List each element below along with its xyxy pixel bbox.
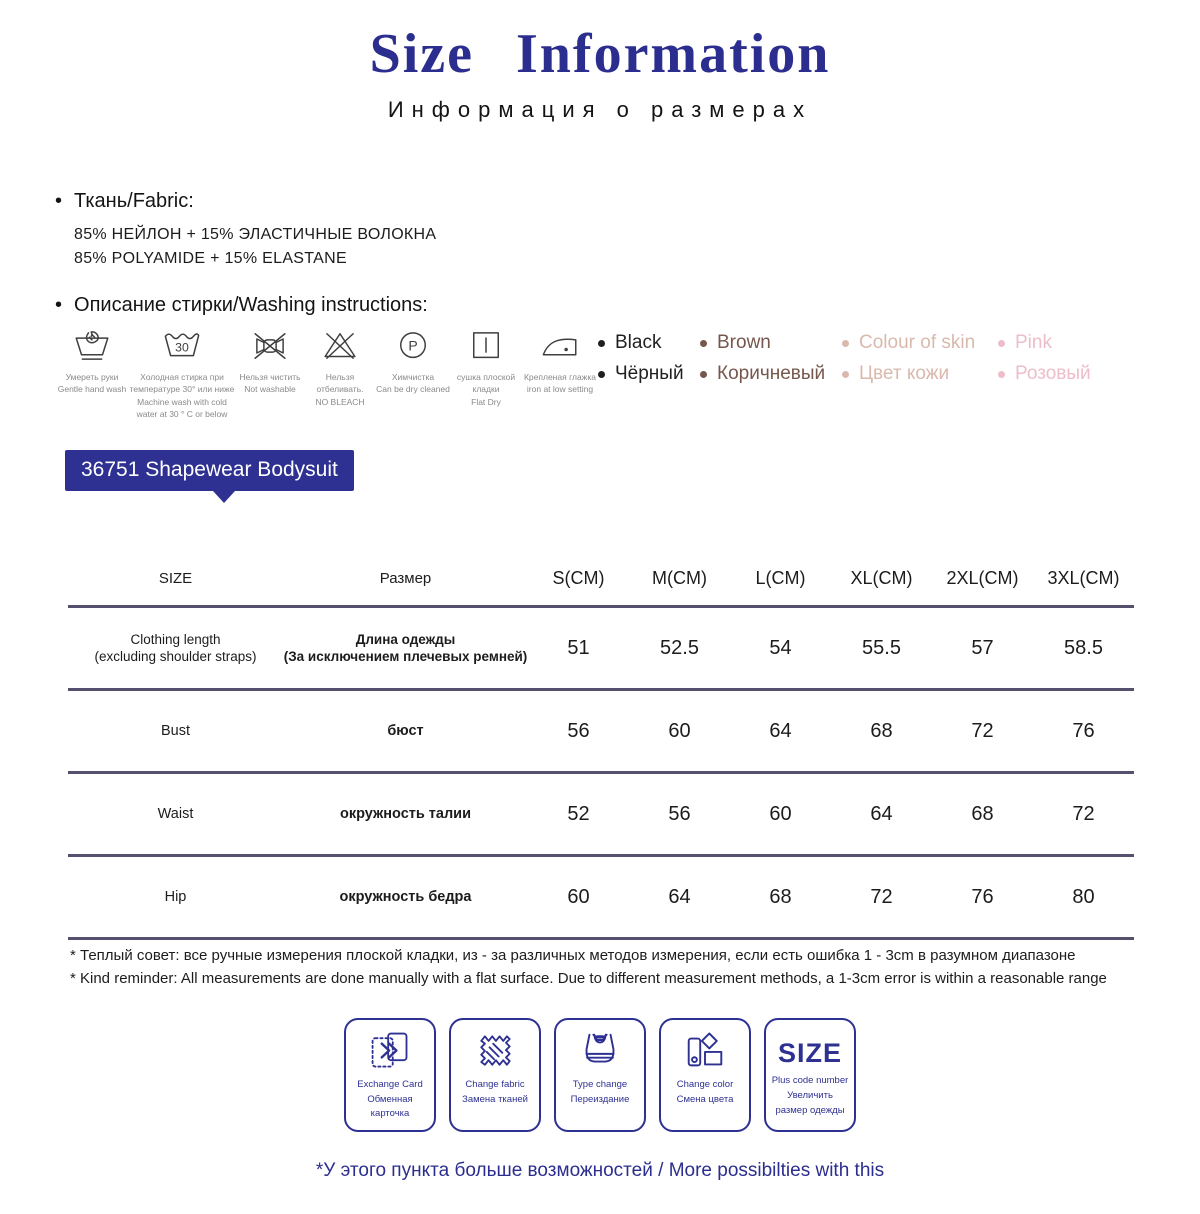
badge-pointer-icon — [213, 491, 235, 503]
wash-instruction-item — [55, 326, 129, 396]
size-value-cell: 72 — [1072, 802, 1095, 825]
wash-caption-ru: Нельзя чистить — [239, 372, 301, 382]
color-label-ru: Чёрный — [615, 363, 684, 384]
header-cell: XL(CM) — [850, 568, 913, 588]
note-ru: * Теплый совет: все ручные измерения плоской кладки, из - за различных методов измерения, если есть ошибка 1 - 3cm в разумном диапазоне — [70, 947, 1076, 964]
service-caption-ru: Переиздание — [570, 1093, 630, 1105]
size-value-cell: 68 — [870, 719, 893, 742]
size-value-cell: 56 — [668, 802, 691, 825]
washing-heading: Описание стирки/Washing instructions: — [74, 294, 428, 316]
color-label-ru: Розовый — [1015, 363, 1091, 384]
service-card — [554, 1018, 646, 1132]
reminder-notes — [70, 944, 1107, 990]
header-cell: 2XL(CM) — [946, 568, 1019, 588]
wash-instruction-item — [451, 326, 521, 408]
color-item — [998, 332, 1110, 354]
color-dot — [700, 340, 707, 347]
table-row — [68, 691, 1134, 774]
washing-section-heading — [55, 294, 428, 317]
bullet-icon: • — [55, 294, 63, 316]
header-cell: M(CM) — [652, 568, 707, 588]
color-label-en: Brown — [717, 332, 771, 353]
size-value-cell: 76 — [971, 885, 994, 908]
svg-text:30: 30 — [175, 340, 189, 355]
service-caption-en: Change fabric — [465, 1079, 525, 1090]
service-card — [344, 1018, 436, 1132]
service-cards-row — [0, 1018, 1200, 1132]
color-label-en: Colour of skin — [859, 332, 976, 353]
size-value-cell: 64 — [668, 885, 691, 908]
service-caption-ru: Увеличить размер одежды — [775, 1090, 845, 1116]
color-dot — [842, 371, 849, 378]
wash-instruction-item — [521, 326, 599, 396]
row-label-en: Bust — [160, 722, 190, 739]
size-value-cell: 60 — [769, 802, 792, 825]
size-word: SIZE — [777, 1038, 842, 1068]
table-row — [68, 857, 1134, 940]
service-caption-ru: Смена цвета — [676, 1093, 734, 1105]
wash-caption-en: Not washable — [244, 384, 296, 395]
size-value-cell: 57 — [971, 636, 994, 659]
color-item — [842, 332, 998, 354]
wash-caption-en: Can be dry cleaned — [376, 384, 450, 395]
service-caption-en: Plus code number — [771, 1075, 849, 1087]
wash-caption-en: Flat Dry — [471, 396, 501, 407]
service-caption-en: Exchange Card — [357, 1079, 423, 1090]
size-value-cell: 60 — [668, 719, 691, 742]
row-label-ru: окружность талии — [339, 805, 472, 822]
color-dot — [700, 371, 707, 378]
size-value-cell: 68 — [769, 885, 792, 908]
size-value-cell: 72 — [971, 719, 994, 742]
color-legend — [598, 332, 1110, 385]
fabric-composition-ru: 85% НЕЙЛОН + 15% ЭЛАСТИЧНЫЕ ВОЛОКНА — [74, 226, 437, 243]
page-subtitle-ru: Информация о размерах — [387, 97, 813, 122]
no-bleach-icon — [319, 326, 361, 366]
size-value-cell: 64 — [769, 719, 792, 742]
row-label-ru: Длина одежды (За исключением плечевых ремней) — [283, 632, 528, 664]
wash-caption-ru: Нельзя отбеливать. — [316, 372, 364, 395]
size-value-cell: 72 — [870, 885, 893, 908]
size-value-cell: 60 — [567, 885, 590, 908]
color-dot — [598, 340, 605, 347]
size-table — [68, 552, 1134, 940]
color-label-ru: Коричневый — [717, 363, 826, 384]
note-en: * Kind reminder: All measurements are done manually with a flat surface. Due to different measurement methods, a 1-3cm error is within a reasonable range — [70, 970, 1107, 987]
row-label-ru: окружность бедра — [339, 888, 472, 905]
color-label-ru: Цвет кожи — [859, 363, 950, 384]
wash-caption-en: Machine wash with cold water at 30 ° C or below — [136, 396, 228, 419]
page-title: Size Information — [369, 23, 831, 85]
product-badge-label: 36751 Shapewear Bodysuit — [81, 458, 338, 481]
fabric-swatch-icon — [472, 1029, 518, 1073]
row-label-en: Clothing length (excluding shoulder straps) — [94, 632, 257, 664]
color-item — [998, 363, 1110, 385]
table-row — [68, 608, 1134, 691]
no-wring-icon — [249, 326, 291, 366]
wash-instruction-item — [305, 326, 375, 408]
wash-caption-ru: Крепленая глажка — [523, 372, 596, 382]
color-item — [598, 363, 700, 385]
size-value-cell: 58.5 — [1064, 636, 1103, 659]
svg-text:P: P — [408, 337, 418, 354]
size-value-cell: 80 — [1072, 885, 1095, 908]
flat-dry-icon — [465, 326, 507, 366]
washing-icons-strip — [55, 326, 599, 420]
wash-caption-en: iron at low setting — [526, 384, 594, 395]
header-cell: 3XL(CM) — [1047, 568, 1120, 588]
color-dot — [598, 371, 605, 378]
hand-wash-icon — [71, 326, 113, 366]
wash-30-icon — [161, 326, 203, 366]
wash-caption-ru: Химчистка — [391, 372, 435, 382]
header-cell: S(CM) — [552, 568, 605, 588]
color-label-en: Pink — [1015, 332, 1052, 353]
color-item — [842, 363, 998, 385]
size-value-cell: 52.5 — [660, 636, 699, 659]
size-value-cell: 64 — [870, 802, 893, 825]
color-dot — [998, 371, 1005, 378]
exchange-card-icon — [367, 1029, 413, 1073]
wash-caption-en: Gentle hand wash — [57, 384, 127, 395]
wash-instruction-item — [375, 326, 451, 396]
service-card — [659, 1018, 751, 1132]
header-cell: L(CM) — [755, 568, 806, 588]
size-value-cell: 55.5 — [862, 636, 901, 659]
service-caption-en: Change color — [676, 1079, 734, 1090]
service-caption-ru: Замена тканей — [462, 1093, 528, 1105]
wash-caption-ru: Умереть руки — [65, 372, 119, 382]
fabric-section — [55, 190, 436, 271]
color-item — [700, 332, 842, 354]
size-value-cell: 51 — [567, 636, 590, 659]
size-value-cell: 76 — [1072, 719, 1095, 742]
size-value-cell: 56 — [567, 719, 590, 742]
dry-clean-icon — [392, 326, 434, 366]
table-header-row — [68, 552, 1134, 608]
color-item — [598, 332, 700, 354]
product-badge — [65, 450, 354, 491]
service-caption-en: Type change — [572, 1079, 628, 1090]
wash-caption-ru: Холодная стирка при температуре 30° или ниже — [129, 372, 235, 395]
bullet-icon: • — [55, 190, 63, 212]
row-label-ru: бюст — [387, 722, 424, 739]
color-item — [700, 363, 842, 385]
services-footer-note: *У этого пункта больше возможностей / More possibilties with this — [315, 1160, 885, 1181]
fabric-composition-en: 85% POLYAMIDE + 15% ELASTANE — [74, 250, 347, 267]
wash-caption-ru: сушка плоской кладки — [456, 372, 516, 395]
size-value-cell: 68 — [971, 802, 994, 825]
color-dot — [998, 340, 1005, 347]
table-row — [68, 774, 1134, 857]
wash-instruction-item — [235, 326, 305, 396]
bra-icon — [577, 1029, 623, 1073]
service-caption-ru: Обменная карточка — [367, 1093, 413, 1120]
color-swatch-icon — [682, 1029, 728, 1073]
header-cell: SIZE — [158, 570, 193, 587]
service-card — [764, 1018, 856, 1132]
size-value-cell: 54 — [769, 636, 792, 659]
wash-instruction-item — [129, 326, 235, 420]
fabric-heading: Ткань/Fabric: — [74, 190, 194, 212]
color-dot — [842, 340, 849, 347]
iron-low-icon — [539, 326, 581, 366]
color-label-en: Black — [615, 332, 662, 353]
row-label-en: Waist — [157, 805, 194, 822]
row-label-en: Hip — [164, 888, 187, 905]
wash-caption-en: NO BLEACH — [315, 396, 365, 407]
size-value-cell: 52 — [567, 802, 590, 825]
header-cell: Размер — [379, 570, 432, 587]
service-card — [449, 1018, 541, 1132]
